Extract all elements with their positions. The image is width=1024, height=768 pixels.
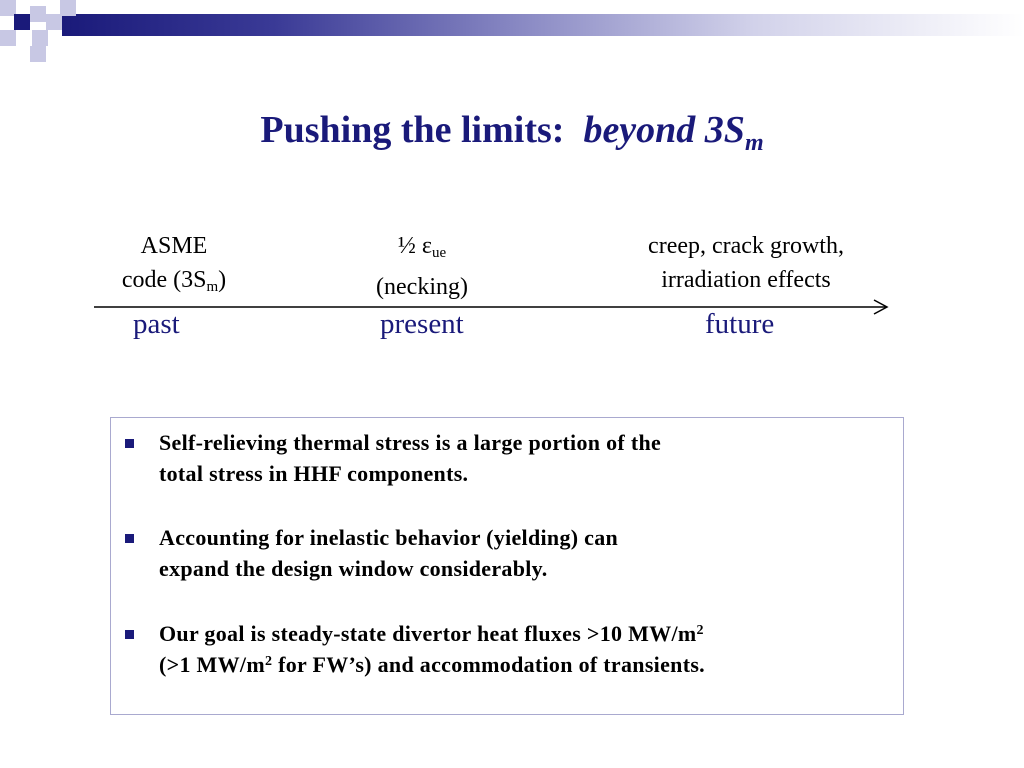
title-main: Pushing the limits: <box>260 109 565 151</box>
bullet-line: total stress in HHF components. <box>159 461 469 486</box>
bullet-square-icon <box>125 630 134 639</box>
bullet-superscript: 2 <box>264 654 273 669</box>
bullet-line: Accounting for inelastic behavior (yielding) can <box>159 525 619 550</box>
timeline-label-text: ½ ε <box>397 233 432 259</box>
title-subscript: m <box>744 130 764 156</box>
timeline-label-text: ) <box>218 267 227 293</box>
timeline-label-line: creep, crack growth, <box>648 233 844 259</box>
timeline-label-line: irradiation effects <box>661 267 831 293</box>
bullet-text: Our goal is steady-state divertor heat fluxes >10 MW/m <box>159 621 697 646</box>
timeline-label-line: ASME <box>140 233 208 259</box>
bullet-item <box>159 618 893 680</box>
bullet-square-icon <box>125 439 134 448</box>
bullet-line: expand the design window considerably. <box>159 556 548 581</box>
timeline-label-sub: ue <box>431 245 447 261</box>
bullet-square-icon <box>125 534 134 543</box>
title-italic-text: beyond 3S <box>583 109 745 151</box>
bullet-line <box>159 618 893 649</box>
era-present: present <box>380 308 464 340</box>
bullet-text: for FW’s) and accommodation of transients. <box>272 652 705 677</box>
era-future: future <box>705 308 775 340</box>
bullet-line: Self-relieving thermal stress is a large portion of the <box>159 430 662 455</box>
timeline-label-line: (necking) <box>376 274 468 300</box>
bullet-superscript: 2 <box>696 623 704 638</box>
bullet-line <box>159 649 893 680</box>
bullet-item <box>159 427 893 489</box>
era-past: past <box>133 308 180 340</box>
bullet-text: (>1 MW/m <box>159 652 265 677</box>
timeline-label-sub: m <box>206 279 219 295</box>
timeline-label-text: code (3S <box>121 267 207 293</box>
bullet-item <box>159 522 893 584</box>
bullet-box <box>110 417 904 715</box>
